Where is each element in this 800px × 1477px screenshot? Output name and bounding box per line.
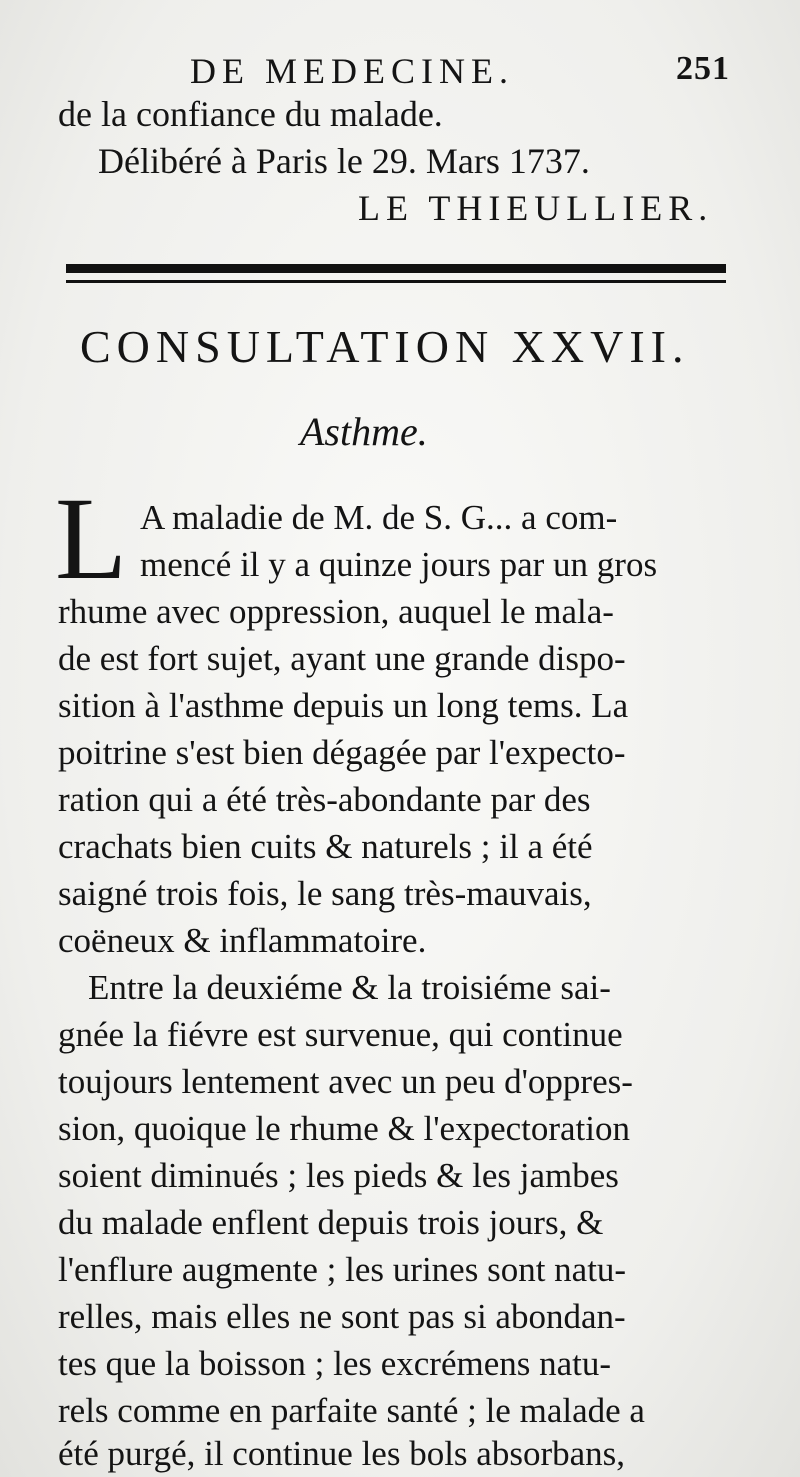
preceding-text-line: de la confiance du malade. <box>58 94 443 134</box>
running-head: DE MEDECINE. <box>190 51 514 91</box>
paragraph2-line: soient diminués ; les pieds & les jambes <box>58 1156 619 1195</box>
deliberation-line: Délibéré à Paris le 29. Mars 1737. <box>98 141 590 181</box>
paragraph2-line: l'enflure augmente ; les urines sont natu- <box>58 1250 627 1289</box>
paragraph1-line: coëneux & inflammatoire. <box>58 921 427 960</box>
paragraph2-line: rels comme en parfaite santé ; le malade a <box>58 1391 645 1430</box>
paragraph1-line: sition à l'asthme depuis un long tems. La <box>58 686 629 725</box>
paragraph1-line: ration qui a été très-abondante par des <box>58 780 591 819</box>
page-header <box>60 48 740 98</box>
paragraph1-line: A maladie de M. de S. G... a com- <box>140 498 618 537</box>
paragraph2-line: sion, quoique le rhume & l'expectoration <box>58 1109 630 1148</box>
paragraph2-line: tes que la boisson ; les excrémens natu- <box>58 1344 612 1383</box>
consultation-title: CONSULTATION XXVII. <box>80 321 690 372</box>
paragraph2-line: relles, mais elles ne sont pas si abondan- <box>58 1297 626 1336</box>
paragraph2-line: gnée la fiévre est survenue, qui continue <box>58 1015 623 1054</box>
section-divider-thick <box>66 264 726 273</box>
drop-cap: L <box>55 473 128 604</box>
paragraph1-line: rhume avec oppression, auquel le mala- <box>58 592 614 631</box>
paragraph2-line: toujours lentement avec un peu d'oppres- <box>58 1062 633 1101</box>
signature: LE THIEULLIER. <box>358 188 714 228</box>
page-number: 251 <box>676 50 730 87</box>
section-divider-thin <box>66 280 726 283</box>
paragraph1-line: mencé il y a quinze jours par un gros <box>140 545 658 584</box>
paragraph2-line: du malade enflent depuis trois jours, & <box>58 1203 604 1242</box>
paragraph1-line: crachats bien cuits & naturels ; il a été <box>58 827 593 866</box>
paragraph2-line: été purgé, il continue les bols absorbans, <box>58 1434 626 1473</box>
paragraph1-line: poitrine s'est bien dégagée par l'expecto- <box>58 733 626 772</box>
paragraph1-line: de est fort sujet, ayant une grande dispo- <box>58 639 626 678</box>
paragraph1-line: saigné trois fois, le sang très-mauvais, <box>58 874 592 913</box>
paragraph2-line: Entre la deuxiéme & la troisiéme sai- <box>88 968 611 1007</box>
consultation-subtitle: Asthme. <box>300 409 428 454</box>
